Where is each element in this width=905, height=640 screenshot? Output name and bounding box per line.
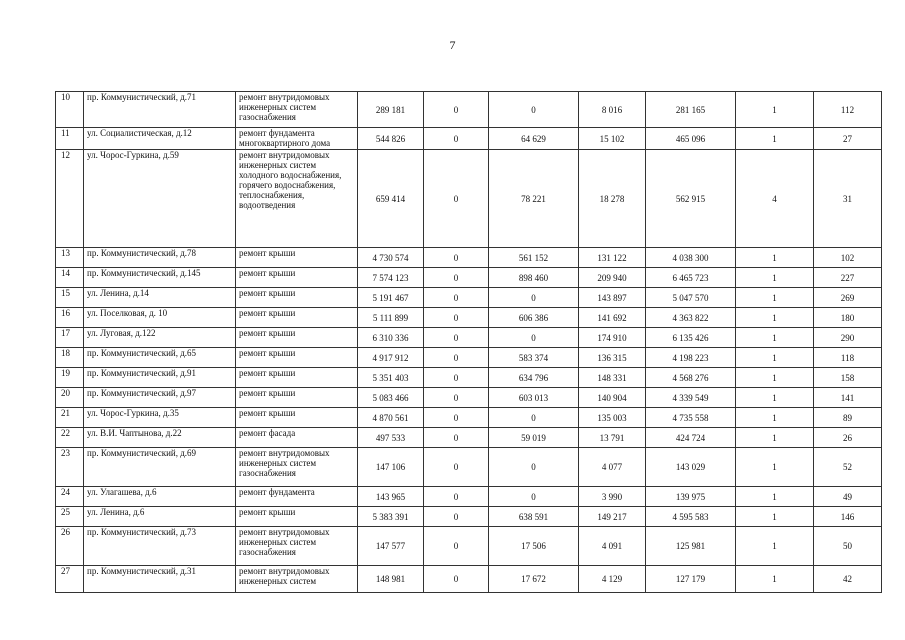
work-type-cell: ремонт крыши: [236, 408, 358, 428]
stage-cell: 1: [736, 507, 814, 527]
regional-funds-cell: 0: [489, 288, 579, 308]
owner-funds-cell: 4 339 549: [646, 388, 736, 408]
regional-funds-cell: 17 672: [489, 566, 579, 593]
federal-funds-cell: 0: [424, 328, 489, 348]
federal-funds-cell: 0: [424, 268, 489, 288]
local-funds-cell: 4 091: [579, 527, 646, 566]
owner-funds-cell: 4 595 583: [646, 507, 736, 527]
total-cost-cell: 7 574 123: [358, 268, 424, 288]
residents-cell: 141: [814, 388, 882, 408]
regional-funds-cell: 0: [489, 448, 579, 487]
residents-cell: 42: [814, 566, 882, 593]
federal-funds-cell: 0: [424, 308, 489, 328]
address-cell: ул. Поселковая, д. 10: [84, 308, 236, 328]
owner-funds-cell: 562 915: [646, 150, 736, 248]
address-cell: ул. В.И. Чаптынова, д.22: [84, 428, 236, 448]
row-number: 17: [56, 328, 84, 348]
work-type-cell: ремонт внутридомовых инженерных систем газоснабжения: [236, 92, 358, 128]
federal-funds-cell: 0: [424, 248, 489, 268]
table-row: [56, 128, 882, 150]
address-cell: ул. Ленина, д.6: [84, 507, 236, 527]
stage-cell: 1: [736, 388, 814, 408]
local-funds-cell: 174 910: [579, 328, 646, 348]
work-type-cell: ремонт внутридомовых инженерных систем газоснабжения: [236, 448, 358, 487]
table-row: [56, 248, 882, 268]
federal-funds-cell: 0: [424, 388, 489, 408]
stage-cell: 1: [736, 288, 814, 308]
local-funds-cell: 141 692: [579, 308, 646, 328]
regional-funds-cell: 0: [489, 92, 579, 128]
row-number: 21: [56, 408, 84, 428]
total-cost-cell: 147 106: [358, 448, 424, 487]
regional-funds-cell: 0: [489, 408, 579, 428]
table-body: [56, 92, 882, 593]
owner-funds-cell: 4 198 223: [646, 348, 736, 368]
row-number: 20: [56, 388, 84, 408]
table-row: [56, 92, 882, 128]
page-number: 7: [449, 38, 456, 52]
federal-funds-cell: 0: [424, 150, 489, 248]
stage-cell: 1: [736, 487, 814, 507]
residents-cell: 269: [814, 288, 882, 308]
total-cost-cell: 5 383 391: [358, 507, 424, 527]
table-row: [56, 288, 882, 308]
residents-cell: 27: [814, 128, 882, 150]
residents-cell: 26: [814, 428, 882, 448]
total-cost-cell: 4 870 561: [358, 408, 424, 428]
federal-funds-cell: 0: [424, 566, 489, 593]
stage-cell: 1: [736, 566, 814, 593]
total-cost-cell: 289 181: [358, 92, 424, 128]
residents-cell: 31: [814, 150, 882, 248]
row-number: 14: [56, 268, 84, 288]
local-funds-cell: 140 904: [579, 388, 646, 408]
owner-funds-cell: 143 029: [646, 448, 736, 487]
residents-cell: 102: [814, 248, 882, 268]
local-funds-cell: 131 122: [579, 248, 646, 268]
address-cell: пр. Коммунистический, д.31: [84, 566, 236, 593]
federal-funds-cell: 0: [424, 368, 489, 388]
local-funds-cell: 4 129: [579, 566, 646, 593]
row-number: 23: [56, 448, 84, 487]
local-funds-cell: 4 077: [579, 448, 646, 487]
stage-cell: 1: [736, 448, 814, 487]
work-type-cell: ремонт фундамента: [236, 487, 358, 507]
row-number: 16: [56, 308, 84, 328]
row-number: 13: [56, 248, 84, 268]
residents-cell: 158: [814, 368, 882, 388]
stage-cell: 4: [736, 150, 814, 248]
address-cell: ул. Чорос-Гуркина, д.35: [84, 408, 236, 428]
stage-cell: 1: [736, 428, 814, 448]
regional-funds-cell: 0: [489, 487, 579, 507]
local-funds-cell: 15 102: [579, 128, 646, 150]
federal-funds-cell: 0: [424, 487, 489, 507]
total-cost-cell: 4 730 574: [358, 248, 424, 268]
owner-funds-cell: 281 165: [646, 92, 736, 128]
regional-funds-cell: 64 629: [489, 128, 579, 150]
owner-funds-cell: 4 038 300: [646, 248, 736, 268]
stage-cell: 1: [736, 128, 814, 150]
table-row: [56, 308, 882, 328]
work-type-cell: ремонт крыши: [236, 308, 358, 328]
row-number: 22: [56, 428, 84, 448]
total-cost-cell: 544 826: [358, 128, 424, 150]
residents-cell: 290: [814, 328, 882, 348]
regional-funds-cell: 0: [489, 328, 579, 348]
stage-cell: 1: [736, 408, 814, 428]
table-row: [56, 448, 882, 487]
address-cell: пр. Коммунистический, д.145: [84, 268, 236, 288]
owner-funds-cell: 424 724: [646, 428, 736, 448]
local-funds-cell: 18 278: [579, 150, 646, 248]
table-row: [56, 428, 882, 448]
total-cost-cell: 147 577: [358, 527, 424, 566]
federal-funds-cell: 0: [424, 288, 489, 308]
row-number: 10: [56, 92, 84, 128]
regional-funds-cell: 603 013: [489, 388, 579, 408]
row-number: 15: [56, 288, 84, 308]
stage-cell: 1: [736, 348, 814, 368]
address-cell: пр. Коммунистический, д.73: [84, 527, 236, 566]
table-row: [56, 368, 882, 388]
local-funds-cell: 136 315: [579, 348, 646, 368]
owner-funds-cell: 5 047 570: [646, 288, 736, 308]
row-number: 18: [56, 348, 84, 368]
total-cost-cell: 659 414: [358, 150, 424, 248]
total-cost-cell: 5 191 467: [358, 288, 424, 308]
regional-funds-cell: 634 796: [489, 368, 579, 388]
address-cell: пр. Коммунистический, д.78: [84, 248, 236, 268]
work-type-cell: ремонт фасада: [236, 428, 358, 448]
stage-cell: 1: [736, 92, 814, 128]
work-type-cell: ремонт крыши: [236, 328, 358, 348]
residents-cell: 50: [814, 527, 882, 566]
federal-funds-cell: 0: [424, 507, 489, 527]
residents-cell: 52: [814, 448, 882, 487]
table-row: [56, 527, 882, 566]
row-number: 27: [56, 566, 84, 593]
local-funds-cell: 149 217: [579, 507, 646, 527]
residents-cell: 146: [814, 507, 882, 527]
regional-funds-cell: 561 152: [489, 248, 579, 268]
total-cost-cell: 5 351 403: [358, 368, 424, 388]
owner-funds-cell: 4 568 276: [646, 368, 736, 388]
table-row: [56, 388, 882, 408]
regional-funds-cell: 606 386: [489, 308, 579, 328]
owner-funds-cell: 127 179: [646, 566, 736, 593]
work-type-cell: ремонт крыши: [236, 288, 358, 308]
row-number: 26: [56, 527, 84, 566]
address-cell: ул. Улагашева, д.6: [84, 487, 236, 507]
work-type-cell: ремонт крыши: [236, 507, 358, 527]
table-row: [56, 507, 882, 527]
table-row: [56, 487, 882, 507]
owner-funds-cell: 6 465 723: [646, 268, 736, 288]
federal-funds-cell: 0: [424, 527, 489, 566]
address-cell: ул. Ленина, д.14: [84, 288, 236, 308]
work-type-cell: ремонт крыши: [236, 388, 358, 408]
regional-funds-cell: 898 460: [489, 268, 579, 288]
residents-cell: 112: [814, 92, 882, 128]
residents-cell: 180: [814, 308, 882, 328]
residents-cell: 118: [814, 348, 882, 368]
federal-funds-cell: 0: [424, 348, 489, 368]
federal-funds-cell: 0: [424, 408, 489, 428]
table-row: [56, 348, 882, 368]
local-funds-cell: 143 897: [579, 288, 646, 308]
work-type-cell: ремонт фундамента многоквартирного дома: [236, 128, 358, 150]
table-row: [56, 150, 882, 248]
address-cell: пр. Коммунистический, д.97: [84, 388, 236, 408]
row-number: 11: [56, 128, 84, 150]
address-cell: пр. Коммунистический, д.71: [84, 92, 236, 128]
row-number: 25: [56, 507, 84, 527]
address-cell: ул. Социалистическая, д.12: [84, 128, 236, 150]
residents-cell: 49: [814, 487, 882, 507]
owner-funds-cell: 125 981: [646, 527, 736, 566]
total-cost-cell: 497 533: [358, 428, 424, 448]
repair-table: [55, 91, 882, 593]
federal-funds-cell: 0: [424, 128, 489, 150]
address-cell: пр. Коммунистический, д.91: [84, 368, 236, 388]
local-funds-cell: 3 990: [579, 487, 646, 507]
stage-cell: 1: [736, 308, 814, 328]
total-cost-cell: 143 965: [358, 487, 424, 507]
work-type-cell: ремонт крыши: [236, 348, 358, 368]
total-cost-cell: 5 083 466: [358, 388, 424, 408]
total-cost-cell: 4 917 912: [358, 348, 424, 368]
work-type-cell: ремонт внутридомовых инженерных систем: [236, 566, 358, 593]
local-funds-cell: 148 331: [579, 368, 646, 388]
federal-funds-cell: 0: [424, 428, 489, 448]
work-type-cell: ремонт крыши: [236, 268, 358, 288]
total-cost-cell: 148 981: [358, 566, 424, 593]
regional-funds-cell: 638 591: [489, 507, 579, 527]
local-funds-cell: 13 791: [579, 428, 646, 448]
residents-cell: 89: [814, 408, 882, 428]
regional-funds-cell: 583 374: [489, 348, 579, 368]
work-type-cell: ремонт внутридомовых инженерных систем газоснабжения: [236, 527, 358, 566]
address-cell: пр. Коммунистический, д.69: [84, 448, 236, 487]
local-funds-cell: 8 016: [579, 92, 646, 128]
federal-funds-cell: 0: [424, 92, 489, 128]
row-number: 19: [56, 368, 84, 388]
address-cell: пр. Коммунистический, д.65: [84, 348, 236, 368]
local-funds-cell: 135 003: [579, 408, 646, 428]
address-cell: ул. Луговая, д.122: [84, 328, 236, 348]
owner-funds-cell: 4 363 822: [646, 308, 736, 328]
total-cost-cell: 6 310 336: [358, 328, 424, 348]
stage-cell: 1: [736, 527, 814, 566]
table-row: [56, 268, 882, 288]
work-type-cell: ремонт крыши: [236, 248, 358, 268]
stage-cell: 1: [736, 248, 814, 268]
table-row: [56, 566, 882, 593]
work-type-cell: ремонт внутридомовых инженерных систем холодного водоснабжения, горячего водоснабжения, теплоснабжения, водоотведения: [236, 150, 358, 248]
table-row: [56, 328, 882, 348]
total-cost-cell: 5 111 899: [358, 308, 424, 328]
regional-funds-cell: 17 506: [489, 527, 579, 566]
row-number: 12: [56, 150, 84, 248]
stage-cell: 1: [736, 328, 814, 348]
regional-funds-cell: 59 019: [489, 428, 579, 448]
row-number: 24: [56, 487, 84, 507]
local-funds-cell: 209 940: [579, 268, 646, 288]
regional-funds-cell: 78 221: [489, 150, 579, 248]
federal-funds-cell: 0: [424, 448, 489, 487]
work-type-cell: ремонт крыши: [236, 368, 358, 388]
owner-funds-cell: 139 975: [646, 487, 736, 507]
owner-funds-cell: 6 135 426: [646, 328, 736, 348]
residents-cell: 227: [814, 268, 882, 288]
table-row: [56, 408, 882, 428]
owner-funds-cell: 465 096: [646, 128, 736, 150]
address-cell: ул. Чорос-Гуркина, д.59: [84, 150, 236, 248]
owner-funds-cell: 4 735 558: [646, 408, 736, 428]
stage-cell: 1: [736, 268, 814, 288]
stage-cell: 1: [736, 368, 814, 388]
